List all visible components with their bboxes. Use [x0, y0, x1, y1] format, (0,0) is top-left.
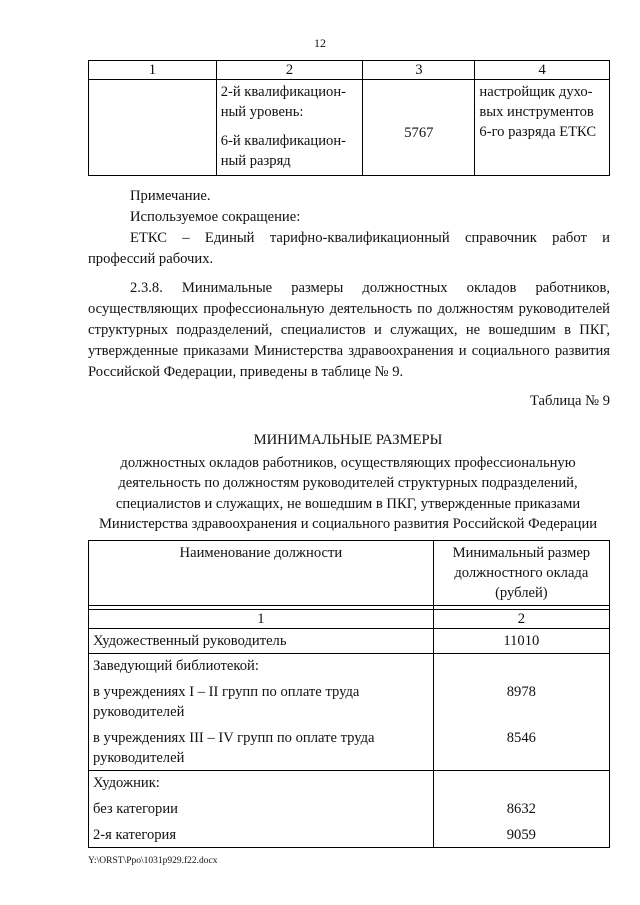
- qualification-grade: 6-й квалификацион-ный разряд: [220, 133, 346, 169]
- table-8-header-col-1: 1: [89, 61, 217, 80]
- note-block: [88, 186, 610, 270]
- title-line-4: Министерства здравоохранения и социального развития Российской Федерации: [98, 516, 598, 532]
- library-head-value-1: 8978: [506, 684, 536, 700]
- library-head-values: [433, 654, 609, 771]
- table-row: [89, 80, 610, 176]
- artist-sub-2: 2-я категория: [93, 827, 177, 843]
- table-8-continuation: [88, 60, 610, 176]
- table-8-level-cell: [216, 80, 363, 176]
- paragraph-2-3-8: 2.3.8. Минимальные размеры должностных окладов работников, осуществляющих профессиональную деятельность по должностям руководителей структурных подразделений, специалистов и служащих, не вошедшим в ПКГ, утвержденные приказами Министерства здравоохранения и социального развития Российской Федерации, приведены в таблице № 9.: [88, 280, 610, 380]
- file-path-footer: Y:\ORST\Ppo\1031p929.f22.docx: [88, 856, 218, 866]
- title-line-3: специалистов и служащих, не вошедшим в ПКГ, утвержденные приказами: [115, 495, 581, 512]
- header-min-salary: Минимальный размер должностного оклада (рублей): [433, 541, 609, 606]
- table-9-header-row: [89, 541, 610, 606]
- artist-values: [433, 771, 609, 848]
- table-row: [89, 771, 610, 848]
- qualification-level: 2-й квалификацион-ный уровень:: [220, 84, 346, 120]
- abbreviation-text: ЕТКС – Единый тарифно-квалификационный справочник работ и профессий рабочих.: [88, 230, 610, 267]
- art-director-name: Художественный руководитель: [89, 629, 434, 654]
- page-number: 12: [314, 36, 326, 50]
- artist-value-1: 8632: [506, 801, 536, 817]
- table-8-empty-cell: [89, 80, 217, 176]
- table-9-number-row: [89, 610, 610, 629]
- library-head-cell: [89, 654, 434, 771]
- library-head-sub-1: в учреждениях I – II групп по оплате труда руководителей: [93, 684, 360, 720]
- profession-text: настройщик духо-вых инструментов 6-го разряда ЕТКС: [479, 84, 597, 140]
- library-head-sub-2: в учреждениях III – IV групп по оплате труда руководителей: [93, 730, 375, 766]
- table-row: [89, 629, 610, 654]
- table-8-header-col-3: 3: [363, 61, 475, 80]
- table-8-profession-cell: [475, 80, 610, 176]
- table-8-header-col-2: 2: [216, 61, 363, 80]
- title-line-2: деятельность по должностям руководителей структурных подразделений,: [118, 475, 578, 491]
- header-position-name: Наименование должности: [89, 541, 434, 606]
- col-number-1: 1: [89, 610, 434, 629]
- artist-value-2: 9059: [506, 827, 536, 843]
- col-number-2: 2: [433, 610, 609, 629]
- salary-value: 5767: [404, 125, 434, 141]
- artist-title: Художник:: [93, 775, 160, 791]
- table-row: [89, 654, 610, 771]
- artist-cell: [89, 771, 434, 848]
- library-head-title: Заведующий библиотекой:: [93, 658, 259, 674]
- table-9: [88, 540, 610, 848]
- table-8-salary-cell: [363, 80, 475, 176]
- table-title: [78, 430, 618, 535]
- library-head-value-2: 8546: [506, 730, 536, 746]
- abbreviation-title: Используемое сокращение:: [130, 209, 301, 225]
- title-main: МИНИМАЛЬНЫЕ РАЗМЕРЫ: [253, 432, 443, 448]
- table-label: Таблица № 9: [530, 393, 610, 409]
- note-title: Примечание.: [130, 188, 211, 204]
- table-8-header-row: [89, 61, 610, 80]
- art-director-value: 11010: [433, 629, 609, 654]
- table-8-header-col-4: 4: [475, 61, 610, 80]
- artist-sub-1: без категории: [93, 801, 178, 817]
- title-line-1: должностных окладов работников, осуществляющих профессиональную: [120, 454, 576, 471]
